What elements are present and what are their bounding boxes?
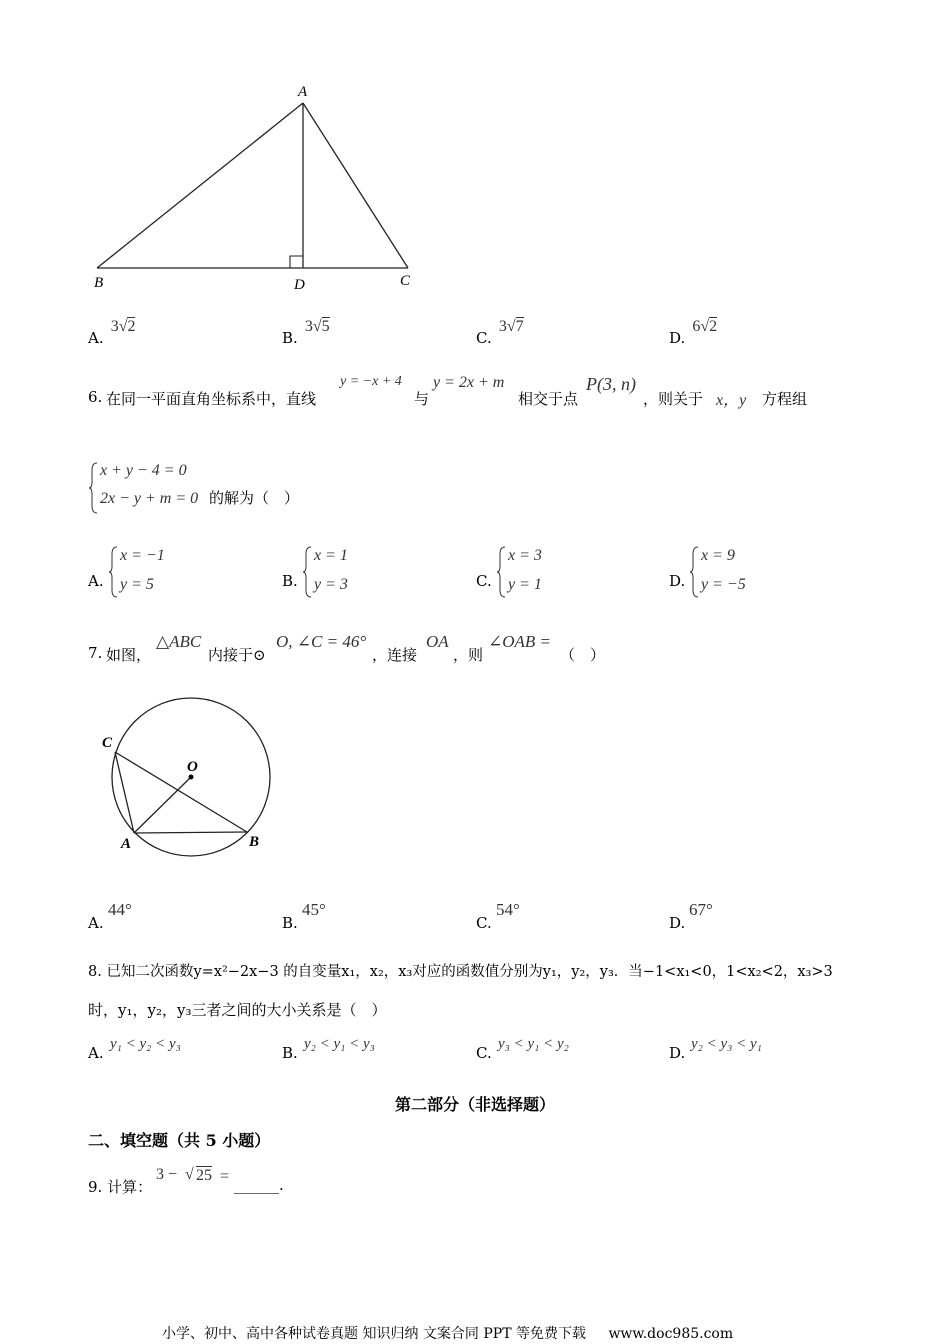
- option-letter: C.: [476, 329, 492, 347]
- q6-eq1: x + y − 4 = 0: [100, 462, 187, 479]
- q6-text5: 方程组: [762, 390, 808, 408]
- q6-line2: y = 2x + m: [433, 374, 505, 391]
- label-o: O: [187, 759, 198, 775]
- brace-icon: [496, 546, 506, 598]
- segment-oa: [134, 777, 191, 833]
- q6-system: [88, 460, 388, 516]
- q8-option-d[interactable]: [669, 1036, 829, 1062]
- radical-coef: 3: [110, 318, 119, 335]
- q9: [88, 1164, 408, 1196]
- radicand: 7: [515, 318, 524, 335]
- segment-cb: [115, 752, 247, 832]
- option-value: y₂ < y₃ < y₁: [691, 1036, 762, 1052]
- option-value: y₃ < y₁ < y₂: [498, 1036, 569, 1052]
- q9-radical-sign: √: [185, 1166, 194, 1183]
- brace-icon: [689, 546, 699, 598]
- q7-stem: [88, 630, 688, 670]
- brace-icon: [88, 462, 98, 514]
- label-b: B: [94, 275, 104, 291]
- q6-eq2: 2x − y + m = 0: [100, 490, 199, 507]
- q7-segment: OA: [426, 632, 449, 651]
- option-value: 44°: [108, 900, 132, 919]
- q6-option-d[interactable]: [669, 544, 829, 600]
- q6-text6: 的解为（ ）: [209, 489, 300, 507]
- option-value: y₁ < y₂ < y₃: [110, 1036, 181, 1052]
- footer-link[interactable]: www.doc985.com: [608, 1326, 734, 1342]
- radical-sign: √: [506, 318, 516, 335]
- segment-ab: [134, 832, 247, 833]
- q8-option-c[interactable]: [476, 1036, 636, 1062]
- footer-left: 小学、初中、高中各种试卷真题 知识归纳 文案合同 PPT 等免费下载: [162, 1326, 586, 1342]
- q7-triangle: △ABC: [156, 632, 202, 651]
- option-value: 67°: [689, 900, 713, 919]
- option-letter: D.: [669, 1044, 686, 1062]
- label-a: A: [121, 836, 132, 852]
- option-letter: A.: [88, 572, 104, 590]
- q7-option-c[interactable]: [476, 898, 596, 930]
- q6-line1: y = −x + 4: [340, 374, 402, 389]
- option-y: y = 5: [120, 576, 154, 593]
- q5-option-a[interactable]: [88, 316, 136, 347]
- triangle-figure: [80, 80, 430, 300]
- segment-ac: [303, 103, 408, 268]
- q9-number: 9. 计算：: [88, 1178, 153, 1196]
- q8-line1: 8. 已知二次函数y=x²−2x−3 的自变量x₁，x₂，x₃对应的函数值分别为y₁，y₂，y₃．当−1<x₁<0，1<x₂<2，x₃>3: [88, 964, 833, 980]
- q6-point: P(3, n): [586, 374, 636, 394]
- q7-text4: ，则: [453, 646, 484, 664]
- label-c: C: [400, 273, 411, 289]
- q6-option-b[interactable]: [282, 544, 442, 600]
- segment-ca: [115, 752, 134, 833]
- q7-option-b[interactable]: [282, 898, 402, 930]
- q8-option-a[interactable]: [88, 1036, 248, 1062]
- option-x: x = 1: [314, 547, 348, 564]
- radical-sign: √: [700, 318, 710, 335]
- q6-option-c[interactable]: [476, 544, 636, 600]
- option-value: 54°: [496, 900, 520, 919]
- q9-expr-pre: 3 −: [156, 1166, 178, 1183]
- q9-answer-blank[interactable]: ______.: [234, 1176, 284, 1194]
- radical-coef: 6: [692, 318, 701, 335]
- brace-icon: [108, 546, 118, 598]
- option-letter: C.: [476, 914, 492, 932]
- label-b: B: [249, 834, 260, 850]
- center-dot: [189, 775, 194, 780]
- radicand: 2: [127, 318, 136, 335]
- q7-option-d[interactable]: [669, 898, 789, 930]
- part2-heading: 第二部分（非选择题）: [394, 1095, 555, 1114]
- circle-figure: [95, 690, 285, 860]
- q7-option-a[interactable]: [88, 898, 208, 930]
- option-letter: B.: [282, 1044, 298, 1062]
- option-y: y = 1: [508, 576, 542, 593]
- q9-expr-post: =: [220, 1168, 230, 1185]
- q6-vars: x，y: [716, 392, 747, 409]
- q6-text4: ，则关于: [643, 390, 704, 408]
- option-letter: B.: [282, 329, 298, 347]
- q7-text1: 如图，: [106, 646, 152, 664]
- option-value: 45°: [302, 900, 326, 919]
- option-y: y = −5: [701, 576, 746, 593]
- footer: [162, 1323, 733, 1343]
- radicand: 2: [709, 318, 718, 335]
- option-letter: D.: [669, 572, 686, 590]
- option-letter: A.: [88, 329, 104, 347]
- q6-text1: 在同一平面直角坐标系中，直线: [106, 390, 317, 408]
- option-x: x = 9: [701, 547, 735, 564]
- right-angle-mark: [290, 256, 303, 268]
- option-letter: B.: [282, 914, 298, 932]
- label-d: D: [294, 277, 305, 293]
- q9-radicand: 25: [196, 1167, 212, 1184]
- q7-text3: ，连接: [372, 646, 418, 664]
- option-x: x = 3: [508, 547, 542, 564]
- radical-sign: √: [312, 318, 322, 335]
- option-letter: C.: [476, 572, 492, 590]
- q6-number: 6.: [88, 388, 103, 406]
- q6-text2: 与: [414, 390, 430, 408]
- option-letter: D.: [669, 329, 686, 347]
- option-x: x = −1: [120, 547, 165, 564]
- q8-line2: 时，y₁，y₂，y₃三者之间的大小关系是（ ）: [88, 1001, 387, 1019]
- radical-coef: 3: [304, 318, 313, 335]
- radical-sign: √: [118, 318, 128, 335]
- radical-coef: 3: [498, 318, 507, 335]
- radicand: 5: [321, 318, 330, 335]
- option-value: y₂ < y₁ < y₃: [304, 1036, 375, 1052]
- q8-option-b[interactable]: [282, 1036, 442, 1062]
- q7-number: 7.: [88, 644, 103, 662]
- label-c: C: [102, 735, 113, 751]
- q6-option-a[interactable]: [88, 544, 248, 600]
- option-letter: D.: [669, 914, 686, 932]
- label-a: A: [298, 84, 308, 100]
- q7-angle: ∠OAB =: [488, 632, 552, 651]
- section2-heading: 二、填空题（共 5 小题）: [88, 1131, 271, 1150]
- option-letter: B.: [282, 572, 298, 590]
- option-letter: C.: [476, 1044, 492, 1062]
- q5-option-d[interactable]: [669, 316, 718, 347]
- q5-option-b[interactable]: [282, 316, 330, 347]
- q5-option-c[interactable]: [476, 316, 524, 347]
- option-letter: A.: [88, 1044, 104, 1062]
- q7-text5: （ ）: [560, 646, 606, 664]
- option-letter: A.: [88, 914, 104, 932]
- segment-ab: [97, 103, 303, 268]
- q7-text2: 内接于⊙: [208, 646, 266, 664]
- brace-icon: [302, 546, 312, 598]
- q6-text3: 相交于点: [518, 390, 579, 408]
- option-y: y = 3: [314, 576, 348, 593]
- q7-condition: O, ∠C = 46°: [276, 632, 367, 651]
